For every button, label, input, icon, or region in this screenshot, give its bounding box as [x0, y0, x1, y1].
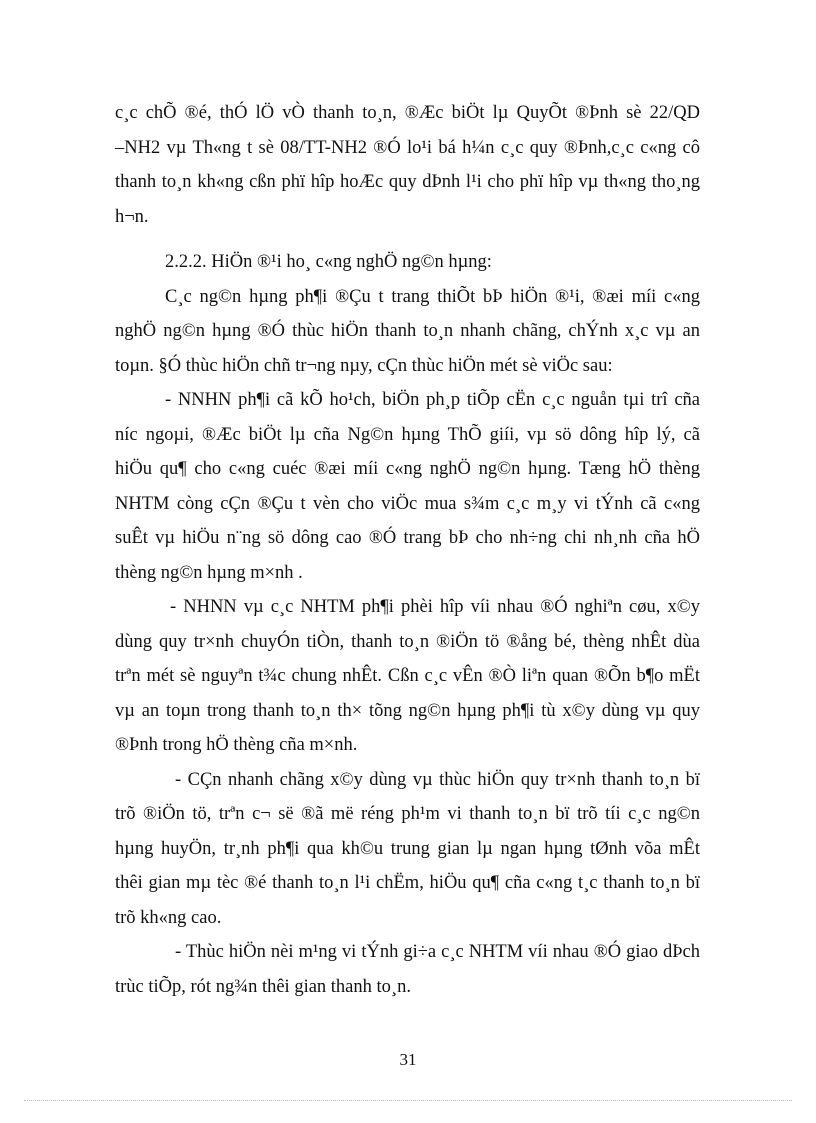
- text-line: thêi gian mµ tèc ®é thanh to¸n l¹i chËm, hiÖu qu¶ cña c«ng t¸c thanh to¸n bï: [115, 873, 700, 893]
- paragraph: [115, 935, 700, 1004]
- text-line: nghÖ ng©n hµng ®Ó thùc hiÖn thanh to¸n nhanh chãng, chÝnh x¸c vµ an: [115, 321, 700, 341]
- document-body: [115, 96, 700, 1004]
- text-line: h¬n.: [115, 206, 149, 227]
- text-line: hiÖu qu¶ cho c«ng cuéc ®æi míi c«ng nghÖ ng©n hµng. Tæng hÖ thèng: [115, 459, 700, 479]
- text-line: ®Þnh trong hÖ thèng cña m×nh.: [115, 735, 358, 755]
- text-line: hµng huyÖn, tr¸nh ph¶i qua kh©u trung gian lµ ngan hµng tØnh võa mÊt: [115, 838, 700, 859]
- text-line: NHTM còng cÇn ®Çu t vèn cho viÖc mua s¾m c¸c m¸y vi tÝnh cã c«ng: [115, 493, 700, 514]
- page-number: 31: [399, 1050, 417, 1069]
- text-line: dùng quy tr×nh chuyÓn tiÒn, thanh to¸n ®iÖn tö ®ång bé, thèng nhÊt dùa: [115, 631, 700, 652]
- text-line: - NHNN vµ c¸c NHTM ph¶i phèi hîp víi nhau ®Ó nghiªn cøu, x©y: [170, 597, 700, 617]
- text-line: trªn mét sè nguyªn t¾c chung nhÊt. Cßn c¸c vÊn ®Ò liªn quan ®Õn b¶o mËt: [115, 666, 700, 686]
- text-line: - Thùc hiÖn nèi m¹ng vi tÝnh gi÷a c¸c NHTM víi nhau ®Ó giao dÞch: [175, 942, 700, 962]
- paragraph: [115, 590, 700, 763]
- paragraph-gap: [115, 234, 700, 245]
- text-line: trõ kh«ng cao.: [115, 907, 222, 928]
- paragraph: [115, 383, 700, 590]
- footer-rule: [24, 1100, 792, 1101]
- text-line: trõ ®iÖn tö, trªn c¬ së ®ã më réng ph¹m vi thanh to¸n bï trõ tíi c¸c ng©n: [115, 804, 700, 824]
- text-line: suÊt vµ hiÖu n¨ng sö dông cao ®Ó trang bÞ cho nh÷ng chi nh¸nh cña hÖ: [115, 528, 700, 548]
- section-heading: [115, 245, 700, 280]
- text-line: - NNHN ph¶i cã kÕ ho¹ch, biÖn ph¸p tiÕp cËn c¸c nguån tµi trî cña: [165, 390, 700, 410]
- text-line: thanh to¸n kh«ng cßn phï hîp hoÆc quy dÞnh l¹i cho phï hîp vµ th«ng tho¸ng: [115, 172, 700, 192]
- text-line: trùc tiÕp, rót ng¾n thêi gian thanh to¸n.: [115, 976, 411, 997]
- paragraph: [115, 280, 700, 384]
- text-line: –NH2 vµ Th«ng t sè 08/TT-NH2 ®Ó lo¹i bá h¼n c¸c quy ®Þnh,c¸c c«ng cô: [115, 137, 700, 158]
- text-line: níc ngoµi, ®Æc biÖt lµ cña Ng©n hµng ThÕ giíi, vµ sö dông hîp lý, cã: [115, 424, 700, 445]
- text-line: 2.2.2. HiÖn ®¹i ho¸ c«ng nghÖ ng©n hµng:: [165, 252, 492, 272]
- text-line: c¸c chÕ ®é, thÓ lÖ vÒ thanh to¸n, ®Æc biÖt lµ QuyÕt ®Þnh sè 22/QD: [115, 103, 700, 123]
- text-line: vµ an toµn trong thanh to¸n th× tõng ng©n hµng ph¶i tù x©y dùng vµ quy: [115, 700, 700, 721]
- paragraph: [115, 763, 700, 936]
- text-line: C¸c ng©n hµng ph¶i ®Çu t trang thiÕt bÞ hiÖn ®¹i, ®æi míi c«ng: [165, 286, 700, 307]
- text-line: - CÇn nhanh chãng x©y dùng vµ thùc hiÖn quy tr×nh thanh to¸n bï: [175, 769, 700, 790]
- text-line: thèng ng©n hµng m×nh .: [115, 562, 303, 583]
- text-line: toµn. §Ó thùc hiÖn chñ tr¬ng nµy, cÇn thùc hiÖn mét sè viÖc sau:: [115, 355, 613, 376]
- paragraph: [115, 96, 700, 234]
